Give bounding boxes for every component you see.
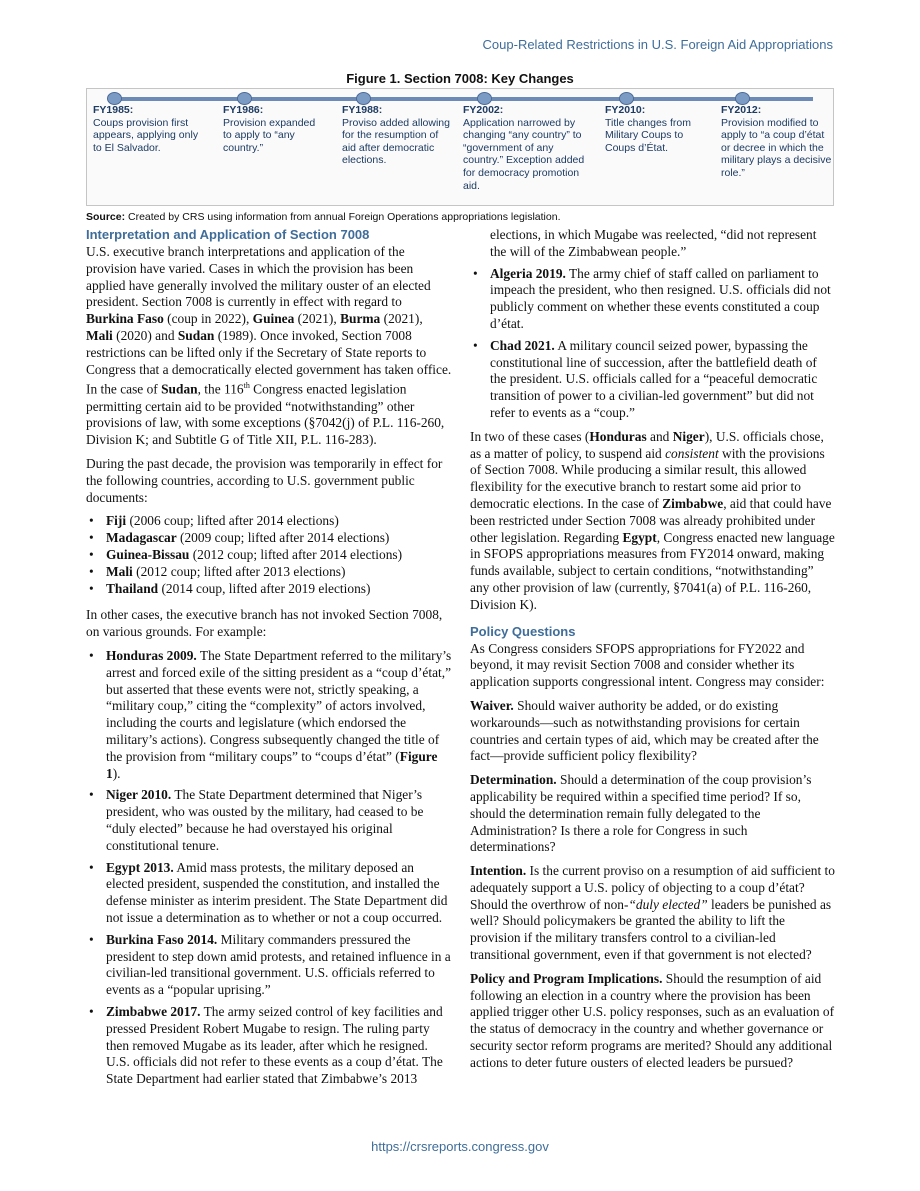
running-header: Coup-Related Restrictions in U.S. Foreign Aid Appropriations: [482, 37, 833, 52]
paragraph-policy-implications: Policy and Program Implications. Should the resumption of aid following an election in a country where the provision has been applied trigger other U.S. policy responses, such as an evaluation of the status of democracy in the country and whether governance or security sector reform programs are merited? Should any additional actions to deter future ousters of elected leaders be pursued?: [470, 970, 835, 1070]
timeline-year: FY2010:: [605, 104, 646, 116]
timeline-text: Provision expanded to apply to “any country.”: [223, 116, 316, 154]
country-mali: Mali: [86, 327, 113, 343]
source-label: Source:: [86, 211, 126, 223]
case-list: [86, 648, 452, 1088]
country-sudan-2: Sudan: [161, 381, 198, 397]
timeline-year: FY1988:: [342, 104, 383, 116]
country-sudan: Sudan: [177, 327, 215, 343]
timeline-year: FY2002:: [463, 104, 504, 116]
figure-title: Figure 1. Section 7008: Key Changes: [346, 71, 574, 86]
country-list: [86, 513, 452, 597]
list-continuation: elections, in which Mugabe was reelected, “did not represent the will of the Zimbabwean people.”: [490, 227, 817, 259]
paragraph-intention: Intention. Is the current proviso on a resumption of aid sufficient to adequately support a U.S. policy of objecting to a coup d’état? Should the overthrow of non-“duly elected” leaders be punished as well? Should policymakers be granted the ability to lift the provision if the military transfers control to a civilian-led transitional government, even if that government is not elected?: [470, 863, 835, 963]
timeline-line: [113, 97, 813, 101]
paragraph-other-cases: In other cases, the executive branch has not invoked Section 7008, on various grounds. For example:: [86, 607, 443, 640]
paragraph-policy-intro: As Congress considers SFOPS appropriations for FY2022 and beyond, it may revisit Section 7008 and consider whether its application supports congressional intent. Congress may consider:: [470, 640, 825, 690]
list-item: • Thailand (2014 coup, lifted after 2019 elections): [86, 581, 452, 598]
paragraph-past-decade: During the past decade, the provision was temporarily in effect for the following countries, according to U.S. government public documents:: [86, 456, 443, 505]
paragraph-waiver: Waiver. Should waiver authority be added, or do existing workarounds—such as notwithstanding provisions for certain countries and certain types of aid, which may be created after the fact—provide sufficient policy flexibility?: [470, 697, 819, 764]
list-item: • Algeria 2019. The army chief of staff called on parliament to impeach the president, who then resigned. U.S. officials did not publicly comment on whether these events constituted a coup d’état.: [470, 266, 836, 333]
country-burkina-faso: Burkina Faso: [86, 311, 164, 327]
list-item: • Fiji (2006 coup; lifted after 2014 elections): [86, 513, 452, 530]
footer-url[interactable]: https://crsreports.congress.gov: [371, 1139, 549, 1154]
timeline-year: FY1986:: [223, 104, 264, 116]
left-column: [86, 227, 452, 1095]
country-burma: Burma: [340, 311, 381, 327]
timeline-year: FY2012:: [721, 104, 762, 116]
paragraph-two-cases: In two of these cases (Honduras and Niger), U.S. officials chose, as a matter of policy, to suspend aid consistent with the provisions of Section 7008. While producing a similar result, this allowed flexibility for the executive branch to restart some aid prior to democratic elections. In the case of Zimbabwe, aid that could have been restricted under Section 7008 was already prohibited under other legislation. Regarding Egypt, Congress enacted new language in SFOPS appropriations measures from FY2014 onward, making funds available, subject to certain conditions, “notwithstanding” any other provision of law (currently, §7041(a) of P.L. 116-260, Division K).: [470, 428, 835, 612]
timeline-year: FY1985:: [93, 104, 134, 116]
list-item: • Guinea-Bissau (2012 coup; lifted after 2014 elections): [86, 547, 452, 564]
list-item: • Honduras 2009. The State Department referred to the military’s arrest and forced exile of the sitting president as a “coup d’état,” but asserted that these events were not, strictly speaking, a “military coup,” citing the “complexity” of actors involved, including the courts and legislature (which endorsed the military’s actions). Congress subsequently changed the title of the provision from “military coups” to “coups d’état” (Figure 1).: [86, 648, 452, 782]
paragraph-determination: Determination. Should a determination of the coup provision’s applicability be required within a specified time period? If so, should the determination remain fully delegated to the Administration? Is there a role for Congress in such determinations?: [470, 772, 812, 855]
timeline-figure: [86, 88, 834, 206]
timeline-text: Provision modified to apply to “a coup d’état or decree in which the military plays a decisive role.”: [721, 116, 832, 179]
section-heading-policy-questions: Policy Questions: [470, 623, 576, 639]
list-item: • Niger 2010. The State Department determined that Niger’s president, who was ousted by the military, had ceased to be “duly elected” because he had overstayed his original constitutional tenure.: [86, 787, 452, 854]
case-list-continued: [470, 266, 836, 422]
section-heading-interpretation: Interpretation and Application of Section 7008: [86, 227, 370, 242]
list-item: • Chad 2021. A military council seized power, bypassing the constitutional line of succession, after the battlefield death of the president. U.S. officials called for a “peaceful democratic transition of power to a civilian-led government” but did not refer to events as a “coup.”: [470, 338, 836, 422]
timeline-text: Title changes from Military Coups to Coups d’État.: [605, 116, 691, 154]
timeline-text: Coups provision first appears, applying only to El Salvador.: [93, 116, 199, 154]
country-guinea: Guinea: [252, 311, 295, 327]
list-item: • Egypt 2013. Amid mass protests, the military deposed an elected president, suspended the constitution, and installed the defense minister as interim president. The State Department did not issue a determination as to whether or not a coup occurred.: [86, 860, 452, 927]
list-item: • Zimbabwe 2017. The army seized control of key facilities and pressed President Robert Mugabe to resign. The ruling party then removed Mugabe as its leader, after which he resigned. U.S. officials did not refer to these events as a coup d’état. The State Department had earlier stated that Zimbabwe’s 2013: [86, 1004, 452, 1088]
source-text: Created by CRS using information from annual Foreign Operations appropriations legislation.: [125, 211, 561, 223]
timeline-text: Proviso added allowing for the resumption of aid after democratic elections.: [342, 116, 450, 167]
list-item: • Burkina Faso 2014. Military commanders pressured the president to step down amid protests, and retained influence in a civilian-led transitional government. U.S. officials referred to events as a “popular uprising.”: [86, 932, 452, 999]
list-item: • Madagascar (2009 coup; lifted after 2014 elections): [86, 530, 452, 547]
timeline-text: Application narrowed by changing “any country” to “government of any country.” Exception added for democracy promotion aid.: [463, 116, 585, 192]
right-column: [470, 227, 836, 1079]
paragraph-intro: U.S. executive branch interpretations and application of the provision have varied. Cases in which the provision has been applied have generally involved the military ouster of an elected president. Section 7008 is currently in effect with regard to Burkina Faso (coup in 2022), Guinea (2021), Burma (2021), Mali (2020) and Sudan (1989). Once invoked, Section 7008 restrictions can be lifted only if the Secretary of State reports to Congress that a democratically elected government has taken office. In the case of Sudan, the 116th Congress enacted legislation permitting certain aid to be provided “notwithstanding” other provisions of law, with some exceptions (§7042(j) of P.L. 116-260, Division K; and Subtitle G of Title XII, P.L. 116-283).: [86, 244, 452, 448]
list-item: • Mali (2012 coup; lifted after 2013 elections): [86, 564, 452, 581]
figure-source: [86, 211, 561, 223]
